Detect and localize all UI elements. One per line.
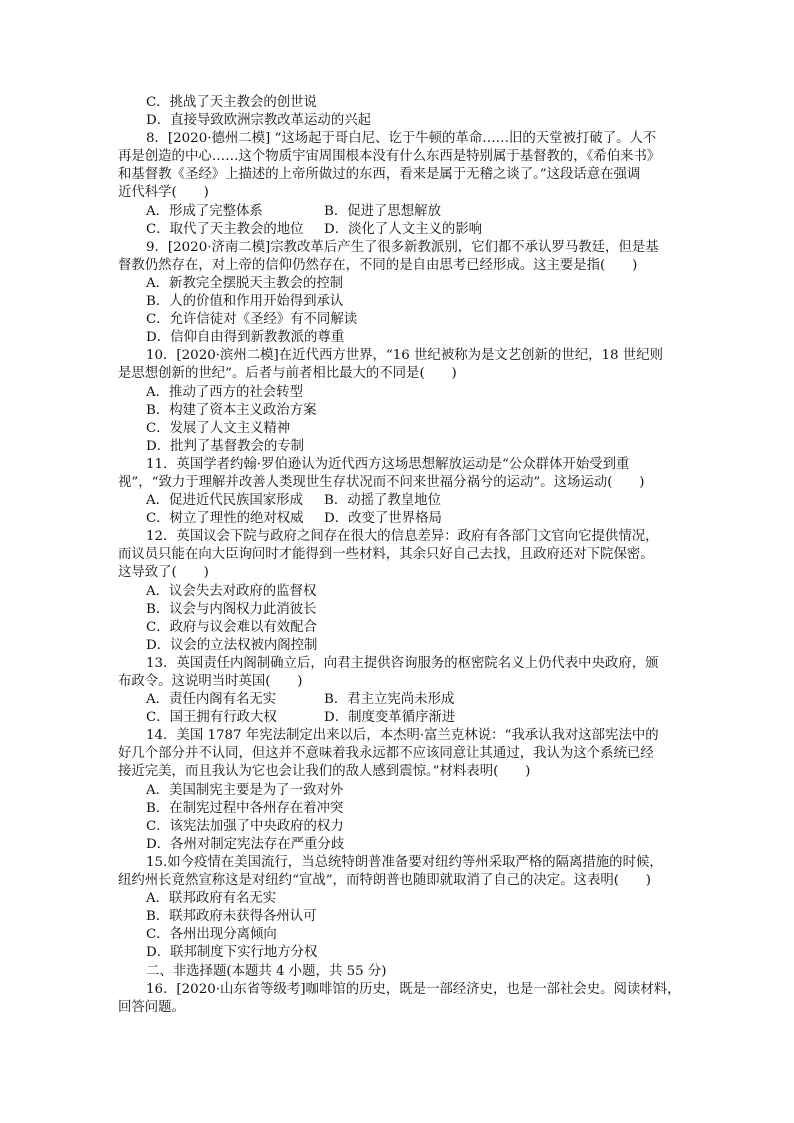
q14-stem-line-3: 接近完美，而且我认为它也会让我们的敌人感到震惊。”材料表明( ) bbox=[118, 764, 531, 780]
q14-option-a: A．美国制宪主要是为了一致对外 bbox=[146, 782, 344, 798]
q8-options-cd bbox=[118, 221, 678, 239]
q8-options-ab bbox=[118, 203, 678, 221]
q12-option-b: B．议会与内阁权力此消彼长 bbox=[146, 601, 317, 617]
q13-stem-line-2: 布政令。这说明当时英国( ) bbox=[118, 674, 303, 689]
q12-stem-line-2: 而议员只能在向大臣询问时才能得到一些材料，其余只好自己去找，且政府还对下院保密。 bbox=[118, 547, 654, 563]
exam-content bbox=[118, 94, 681, 1017]
q12-option-a: A．议会失去对政府的监督权 bbox=[146, 583, 317, 599]
q14-option-c: C．该宪法加强了中央政府的权力 bbox=[146, 818, 344, 834]
q13-option-b: B．君主立宪尚未形成 bbox=[324, 692, 455, 708]
q8-stem-line-3: 和基督教《圣经》上描述的上帝所做过的东西，看来是属于无稽之谈了。”这段话意在强调 bbox=[118, 167, 641, 183]
q8-option-d: D．淡化了人文主义的影响 bbox=[324, 221, 483, 237]
q10-option-c: C．发展了人文主义精神 bbox=[146, 420, 291, 436]
q14-stem-line-2: 好几个部分并不认同，但这并不意味着我永远都不应该同意让其通过，我认为这个系统已经 bbox=[118, 746, 654, 762]
q15-option-a: A．联邦政府有名无实 bbox=[146, 891, 277, 907]
q9-option-c: C．允许信徒对《圣经》有不同解读 bbox=[146, 312, 358, 328]
q7-option-d: D．直接导致欧洲宗教改革运动的兴起 bbox=[146, 113, 371, 129]
q12-option-d: D．议会的立法权被内阁控制 bbox=[146, 637, 318, 653]
q13-options-ab bbox=[118, 691, 678, 709]
q9-option-d: D．信仰自由得到新教教派的尊重 bbox=[146, 330, 345, 346]
q10-stem-line-1: 10．[2020·滨州二模]在近代西方世界，“16 世纪被称为是文艺创新的世纪，18 世纪则 bbox=[146, 348, 663, 364]
q9-stem-line-2: 督教仍然存在，对上帝的信仰仍然存在，不同的是自由思考已经形成。这主要是指( ) bbox=[118, 257, 638, 273]
q14-option-b: B．在制宪过程中各州存在着冲突 bbox=[146, 800, 344, 816]
q8-stem-line-2: 再是创造的中心……这个物质宇宙周围根本没有什么东西是特别属于基督教的，《希伯来书》 bbox=[118, 149, 661, 165]
q16-stem-line-1: 16．[2020·山东省等级考]咖啡馆的历史，既是一部经济史，也是一部社会史。阅读材料， bbox=[146, 981, 681, 997]
q15-stem-line-1: 15.如今疫情在美国流行，当总统特朗普准备要对纽约等州采取严格的隔离措施的时候， bbox=[146, 854, 663, 870]
q8-option-a: A．形成了完整体系 bbox=[146, 203, 263, 219]
q15-option-d: D．联邦制度下实行地方分权 bbox=[146, 945, 318, 961]
q11-option-d: D．改变了世界格局 bbox=[324, 511, 442, 527]
q8-stem-line-4: 近代科学( ) bbox=[118, 185, 209, 201]
q13-option-c: C．国王拥有行政大权 bbox=[146, 710, 277, 726]
q15-option-b: B．联邦政府未获得各州认可 bbox=[146, 909, 317, 925]
q15-stem-line-2: 纽约州长竟然宣称这是对纽约“宣战”，而特朗普也随即就取消了自己的决定。这表明( ) bbox=[118, 873, 651, 889]
q12-option-c: C．政府与议会难以有效配合 bbox=[146, 619, 317, 635]
q11-stem-line-2: 视”，“致力于理解并改善人类现世生存状况而不问来世福分祸兮的运动”。这场运动( ) bbox=[118, 474, 645, 490]
q9-stem-line-1: 9．[2020·济南二模]宗教改革后产生了很多新教派别，它们都不承认罗马教廷，但是基 bbox=[146, 239, 659, 255]
q10-option-a: A．推动了西方的社会转型 bbox=[146, 384, 303, 400]
q9-option-a: A．新教完全摆脱天主教会的控制 bbox=[146, 275, 344, 291]
q13-stem-line-1: 13．英国责任内阁制确立后，向君主提供咨询服务的枢密院名义上仍代表中央政府，颁 bbox=[146, 655, 659, 671]
q12-stem-line-1: 12．英国议会下院与政府之间存在很大的信息差异：政府有各部门文官向它提供情况， bbox=[146, 529, 659, 545]
q8-option-c: C．取代了天主教会的地位 bbox=[146, 221, 304, 237]
q8-option-b: B．促进了思想解放 bbox=[324, 203, 441, 219]
q8-stem-line-1: 8．[2020·德州二模] “这场起于哥白尼、讫于牛顿的革命……旧的天堂被打破了。人不 bbox=[146, 131, 657, 147]
q11-options-ab bbox=[118, 492, 678, 510]
q13-options-cd bbox=[118, 709, 678, 727]
q11-option-c: C．树立了理性的绝对权威 bbox=[146, 511, 304, 527]
q9-option-b: B．人的价值和作用开始得到承认 bbox=[146, 294, 344, 310]
q13-option-a: A．责任内阁有名无实 bbox=[146, 692, 277, 708]
q10-option-d: D．批判了基督教会的专制 bbox=[146, 438, 305, 454]
q15-option-c: C．各州出现分离倾向 bbox=[146, 927, 277, 943]
q11-options-cd bbox=[118, 510, 678, 528]
q16-stem-line-2: 回答问题。 bbox=[118, 999, 185, 1015]
q10-option-b: B．构建了资本主义政治方案 bbox=[146, 402, 317, 418]
q11-option-b: B．动摇了教皇地位 bbox=[324, 493, 441, 509]
q14-stem-line-1: 14．美国 1787 年宪法制定出来以后，本杰明·富兰克林说：“我承认我对这部宪法中的 bbox=[146, 728, 659, 744]
section-2-heading: 二、非选择题(本题共 4 小题，共 55 分) bbox=[146, 963, 387, 979]
q10-stem-line-2: 是思想创新的世纪”。后者与前者相比最大的不同是( ) bbox=[118, 366, 457, 382]
q11-option-a: A．促进近代民族国家形成 bbox=[146, 493, 303, 509]
q12-stem-line-3: 这导致了( ) bbox=[118, 565, 209, 581]
q14-option-d: D．各州对制定宪法存在严重分歧 bbox=[146, 836, 345, 852]
q11-stem-line-1: 11．英国学者约翰·罗伯逊认为近代西方这场思想解放运动是“公众群体开始受到重 bbox=[146, 456, 630, 472]
q7-option-c: C．挑战了天主教会的创世说 bbox=[146, 95, 317, 110]
q13-option-d: D．制度变革循序渐进 bbox=[324, 710, 456, 726]
